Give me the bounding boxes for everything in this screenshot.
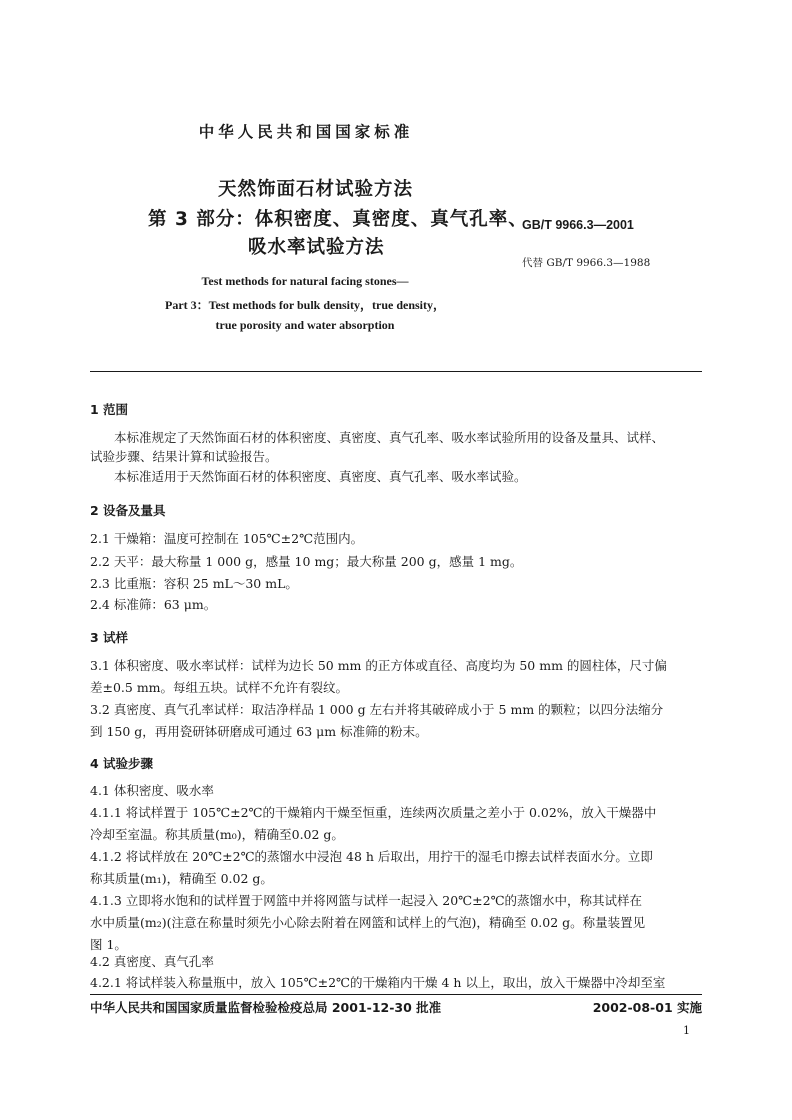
page-number: 1 bbox=[683, 1024, 690, 1037]
english-title-line-2: Part 3：Test methods for bulk density，true density， bbox=[164, 298, 445, 312]
clause-4-1-1-line-b: 冷却至室温。称其质量(m₀)，精确至0.02 g。 bbox=[90, 827, 344, 842]
clause-4-1: 4.1 体积密度、吸水率 bbox=[90, 783, 214, 798]
section-1-heading: 1 范围 bbox=[90, 402, 129, 417]
footer-divider bbox=[90, 994, 702, 995]
clause-3-1-line-b: 差±0.5 mm。每组五块。试样不允许有裂纹。 bbox=[90, 680, 349, 695]
clause-3-2-line-b: 到 150 g，再用瓷研钵研磨成可通过 63 μm 标准筛的粉末。 bbox=[90, 724, 428, 739]
section-1-paragraph-1b: 试验步骤、结果计算和试验报告。 bbox=[90, 449, 278, 464]
national-standard-heading: 中华人民共和国国家标准 bbox=[198, 123, 414, 141]
approval-line: 中华人民共和国国家质量监督检验检疫总局 2001-12-30 批准 bbox=[90, 1000, 442, 1015]
clause-4-1-3-line-c: 图 1。 bbox=[90, 937, 127, 952]
clause-4-2: 4.2 真密度、真气孔率 bbox=[90, 954, 214, 969]
clause-2-2: 2.2 天平：最大称量 1 000 g，感量 10 mg；最大称量 200 g，感量 1 mg。 bbox=[90, 554, 523, 569]
clause-3-2-line-a: 3.2 真密度、真气孔率试样：取洁净样品 1 000 g 左右并将其破碎成小于 5 mm 的颗粒；以四分法缩分 bbox=[90, 702, 664, 717]
clause-4-1-1-line-a: 4.1.1 将试样置于 105℃±2℃的干燥箱内干燥至恒重，连续两次质量之差小于 0.02%，放入干燥器中 bbox=[90, 805, 657, 820]
section-3-heading: 3 试样 bbox=[90, 630, 129, 645]
english-title-line-3: true porosity and water absorption bbox=[215, 318, 395, 332]
section-1-paragraph-2: 本标准适用于天然饰面石材的体积密度、真密度、真气孔率、吸水率试验。 bbox=[114, 469, 527, 484]
section-1-paragraph-1a: 本标准规定了天然饰面石材的体积密度、真密度、真气孔率、吸水率试验所用的设备及量具、试样、 bbox=[114, 430, 665, 445]
clause-4-1-2-line-b: 称其质量(m₁)，精确至 0.02 g。 bbox=[90, 871, 273, 886]
implementation-date: 2002-08-01 实施 bbox=[592, 1000, 702, 1015]
clause-2-1: 2.1 干燥箱：温度可控制在 105℃±2℃范围内。 bbox=[90, 531, 364, 546]
clause-3-1-line-a: 3.1 体积密度、吸水率试样：试样为边长 50 mm 的正方体或直径、高度均为 50 mm 的圆柱体，尺寸偏 bbox=[90, 658, 667, 673]
clause-4-1-3-line-b: 水中质量(m₂)(注意在称量时须先小心除去附着在网篮和试样上的气泡)，精确至 0.02 g。称量装置见 bbox=[90, 915, 646, 930]
standard-code: GB/T 9966.3—2001 bbox=[522, 218, 634, 232]
clause-4-1-3-line-a: 4.1.3 立即将水饱和的试样置于网篮中并将网篮与试样一起浸入 20℃±2℃的蒸馏水中，称其试样在 bbox=[90, 893, 643, 908]
section-4-heading: 4 试验步骤 bbox=[90, 756, 154, 771]
section-2-heading: 2 设备及量具 bbox=[90, 503, 166, 518]
title-line-1: 天然饰面石材试验方法 bbox=[218, 179, 414, 200]
clause-2-3: 2.3 比重瓶：容积 25 mL～30 mL。 bbox=[90, 576, 298, 591]
english-title-line-1: Test methods for natural facing stones— bbox=[201, 274, 409, 288]
title-line-3: 吸水率试验方法 bbox=[248, 237, 385, 258]
replaces-note: 代替 GB/T 9966.3—1988 bbox=[522, 257, 651, 269]
header-divider bbox=[90, 371, 702, 372]
clause-4-1-2-line-a: 4.1.2 将试样放在 20℃±2℃的蒸馏水中浸泡 48 h 后取出，用拧干的湿毛巾擦去试样表面水分。立即 bbox=[90, 849, 653, 864]
clause-2-4: 2.4 标准筛：63 μm。 bbox=[90, 597, 217, 612]
title-line-2: 第 3 部分：体积密度、真密度、真气孔率、 bbox=[148, 209, 528, 230]
clause-4-2-1: 4.2.1 将试样装入称量瓶中，放入 105℃±2℃的干燥箱内干燥 4 h 以上，取出，放入干燥器中冷却至室 bbox=[90, 975, 666, 990]
